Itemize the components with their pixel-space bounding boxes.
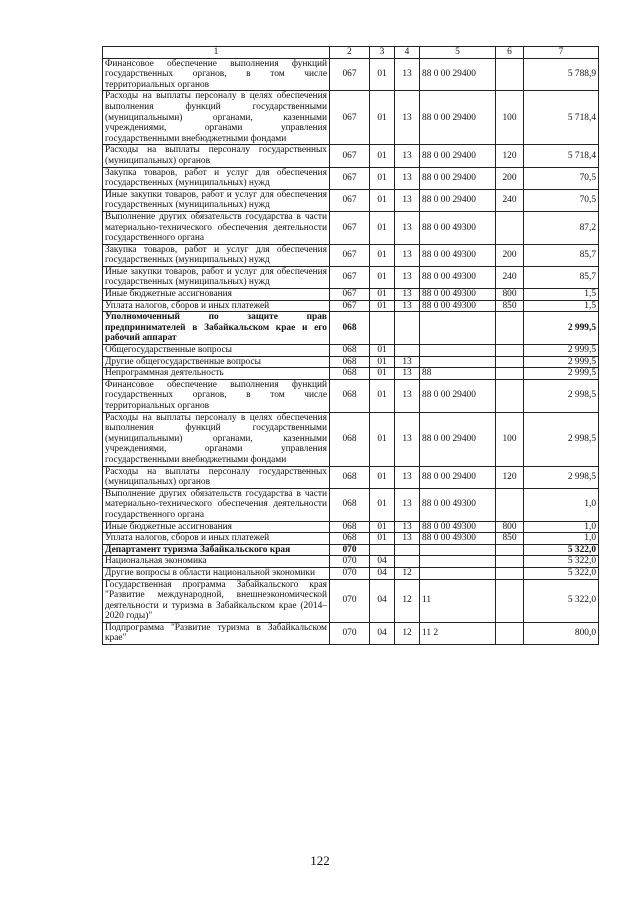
subsection-cell: 13 — [395, 300, 420, 312]
grbs-cell: 067 — [330, 91, 370, 145]
table-row — [103, 622, 599, 644]
table-row — [103, 312, 599, 345]
amount-cell: 2 999,5 — [524, 312, 599, 345]
grbs-cell: 068 — [330, 521, 370, 533]
subsection-cell: 13 — [395, 533, 420, 545]
header-cell: 2 — [330, 47, 370, 59]
subsection-cell: 13 — [395, 58, 420, 91]
section-cell: 01 — [370, 368, 395, 380]
header-cell: 3 — [370, 47, 395, 59]
grbs-cell: 067 — [330, 266, 370, 288]
expense-type-cell: 850 — [496, 300, 524, 312]
expense-type-cell: 800 — [496, 521, 524, 533]
amount-cell: 5 322,0 — [524, 579, 599, 622]
row-name-cell: Государственная программа Забайкальского края "Развитие международной, внешнеэкономической деятельности и туризма в Забайкальском крае (2014–2020 годы)" — [103, 579, 330, 622]
grbs-cell: 067 — [330, 300, 370, 312]
target-article-cell: 88 0 00 29400 — [420, 412, 496, 466]
section-cell: 01 — [370, 533, 395, 545]
row-name-cell: Иные бюджетные ассигнования — [103, 289, 330, 301]
amount-cell: 85,7 — [524, 266, 599, 288]
target-article-cell: 88 0 00 29400 — [420, 466, 496, 488]
amount-cell: 5 788,9 — [524, 58, 599, 91]
subsection-cell — [395, 544, 420, 556]
row-name-cell: Закупка товаров, работ и услуг для обеспечения государственных (муниципальных) нужд — [103, 244, 330, 266]
subsection-cell — [395, 312, 420, 345]
section-cell: 01 — [370, 266, 395, 288]
section-cell: 01 — [370, 145, 395, 167]
section-cell: 04 — [370, 556, 395, 568]
table-row — [103, 466, 599, 488]
subsection-cell: 12 — [395, 579, 420, 622]
subsection-cell: 13 — [395, 412, 420, 466]
table-row — [103, 58, 599, 91]
target-article-cell: 11 2 — [420, 622, 496, 644]
amount-cell: 85,7 — [524, 244, 599, 266]
subsection-cell: 13 — [395, 211, 420, 244]
row-name-cell: Расходы на выплаты персоналу государственных (муниципальных) органов — [103, 145, 330, 167]
table-row — [103, 300, 599, 312]
amount-cell: 5 718,4 — [524, 91, 599, 145]
table-row — [103, 356, 599, 368]
subsection-cell: 12 — [395, 567, 420, 579]
header-cell: 6 — [496, 47, 524, 59]
target-article-cell: 88 0 00 29400 — [420, 167, 496, 189]
amount-cell: 1,5 — [524, 289, 599, 301]
expense-type-cell — [496, 356, 524, 368]
section-cell: 01 — [370, 244, 395, 266]
table-row — [103, 211, 599, 244]
section-cell: 04 — [370, 567, 395, 579]
subsection-cell: 13 — [395, 368, 420, 380]
section-cell: 04 — [370, 622, 395, 644]
target-article-cell — [420, 567, 496, 579]
table-row — [103, 145, 599, 167]
target-article-cell: 88 0 00 29400 — [420, 145, 496, 167]
subsection-cell: 13 — [395, 189, 420, 211]
expense-type-cell: 240 — [496, 266, 524, 288]
amount-cell: 800,0 — [524, 622, 599, 644]
header-cell: 4 — [395, 47, 420, 59]
row-name-cell: Уполномоченный по защите прав предпринимателей в Забайкальском крае и его рабочий аппарат — [103, 312, 330, 345]
expense-type-cell: 100 — [496, 412, 524, 466]
table-row — [103, 579, 599, 622]
expense-type-cell: 800 — [496, 289, 524, 301]
row-name-cell: Выполнение других обязательств государства в части материально-технического обеспечения деятельности государственного органа — [103, 211, 330, 244]
amount-cell: 87,2 — [524, 211, 599, 244]
subsection-cell: 13 — [395, 356, 420, 368]
section-cell: 01 — [370, 289, 395, 301]
subsection-cell: 13 — [395, 466, 420, 488]
target-article-cell: 88 0 00 49300 — [420, 521, 496, 533]
budget-table — [102, 46, 599, 645]
amount-cell: 1,0 — [524, 488, 599, 521]
subsection-cell — [395, 345, 420, 357]
subsection-cell: 13 — [395, 289, 420, 301]
table-row — [103, 379, 599, 412]
grbs-cell: 067 — [330, 145, 370, 167]
subsection-cell: 13 — [395, 244, 420, 266]
section-cell: 01 — [370, 91, 395, 145]
row-name-cell: Общегосударственные вопросы — [103, 345, 330, 357]
subsection-cell: 13 — [395, 145, 420, 167]
subsection-cell: 12 — [395, 622, 420, 644]
table-row — [103, 567, 599, 579]
target-article-cell: 88 0 00 49300 — [420, 533, 496, 545]
target-article-cell: 11 — [420, 579, 496, 622]
row-name-cell: Уплата налогов, сборов и иных платежей — [103, 533, 330, 545]
expense-type-cell — [496, 211, 524, 244]
row-name-cell: Расходы на выплаты персоналу государственных (муниципальных) органов — [103, 466, 330, 488]
grbs-cell: 068 — [330, 312, 370, 345]
target-article-cell: 88 — [420, 368, 496, 380]
section-cell: 01 — [370, 189, 395, 211]
row-name-cell: Уплата налогов, сборов и иных платежей — [103, 300, 330, 312]
subsection-cell: 13 — [395, 266, 420, 288]
amount-cell: 2 998,5 — [524, 412, 599, 466]
expense-type-cell — [496, 312, 524, 345]
amount-cell: 5 322,0 — [524, 567, 599, 579]
target-article-cell: 88 0 00 49300 — [420, 211, 496, 244]
grbs-cell: 068 — [330, 412, 370, 466]
target-article-cell — [420, 356, 496, 368]
table-row — [103, 368, 599, 380]
grbs-cell: 067 — [330, 167, 370, 189]
expense-type-cell: 100 — [496, 91, 524, 145]
target-article-cell: 88 0 00 29400 — [420, 379, 496, 412]
expense-type-cell — [496, 622, 524, 644]
amount-cell: 1,0 — [524, 521, 599, 533]
row-name-cell: Иные закупки товаров, работ и услуг для обеспечения государственных (муниципальных) нужд — [103, 266, 330, 288]
table-body — [103, 47, 599, 645]
grbs-cell: 068 — [330, 533, 370, 545]
amount-cell: 1,0 — [524, 533, 599, 545]
amount-cell: 5 718,4 — [524, 145, 599, 167]
expense-type-cell: 120 — [496, 145, 524, 167]
section-cell — [370, 312, 395, 345]
section-cell: 01 — [370, 466, 395, 488]
target-article-cell — [420, 345, 496, 357]
grbs-cell: 068 — [330, 488, 370, 521]
section-cell: 01 — [370, 379, 395, 412]
expense-type-cell — [496, 488, 524, 521]
target-article-cell: 88 0 00 49300 — [420, 266, 496, 288]
target-article-cell: 88 0 00 29400 — [420, 189, 496, 211]
section-cell — [370, 544, 395, 556]
target-article-cell: 88 0 00 49300 — [420, 289, 496, 301]
amount-cell: 2 999,5 — [524, 356, 599, 368]
row-name-cell: Национальная экономика — [103, 556, 330, 568]
expense-type-cell — [496, 345, 524, 357]
grbs-cell: 068 — [330, 345, 370, 357]
expense-type-cell — [496, 579, 524, 622]
expense-type-cell — [496, 556, 524, 568]
table-row — [103, 167, 599, 189]
expense-type-cell: 120 — [496, 466, 524, 488]
expense-type-cell — [496, 379, 524, 412]
header-row — [103, 47, 599, 59]
table-row — [103, 556, 599, 568]
target-article-cell: 88 0 00 49300 — [420, 244, 496, 266]
amount-cell: 70,5 — [524, 167, 599, 189]
expense-type-cell: 850 — [496, 533, 524, 545]
section-cell: 01 — [370, 521, 395, 533]
section-cell: 01 — [370, 356, 395, 368]
grbs-cell: 067 — [330, 244, 370, 266]
header-cell: 1 — [103, 47, 330, 59]
amount-cell: 70,5 — [524, 189, 599, 211]
grbs-cell: 067 — [330, 189, 370, 211]
grbs-cell: 068 — [330, 368, 370, 380]
section-cell: 01 — [370, 345, 395, 357]
header-cell: 5 — [420, 47, 496, 59]
grbs-cell: 067 — [330, 58, 370, 91]
table-row — [103, 244, 599, 266]
table-row — [103, 533, 599, 545]
row-name-cell: Департамент туризма Забайкальского края — [103, 544, 330, 556]
expense-type-cell — [496, 544, 524, 556]
row-name-cell: Непрограммная деятельность — [103, 368, 330, 380]
target-article-cell: 88 0 00 29400 — [420, 91, 496, 145]
subsection-cell — [395, 556, 420, 568]
grbs-cell: 070 — [330, 579, 370, 622]
grbs-cell: 070 — [330, 567, 370, 579]
target-article-cell: 88 0 00 49300 — [420, 300, 496, 312]
grbs-cell: 070 — [330, 622, 370, 644]
row-name-cell: Другие общегосударственные вопросы — [103, 356, 330, 368]
section-cell: 01 — [370, 58, 395, 91]
table-row — [103, 266, 599, 288]
amount-cell: 2 998,5 — [524, 379, 599, 412]
expense-type-cell: 200 — [496, 244, 524, 266]
target-article-cell — [420, 544, 496, 556]
header-cell: 7 — [524, 47, 599, 59]
page-number: 122 — [310, 853, 330, 868]
expense-type-cell: 200 — [496, 167, 524, 189]
row-name-cell: Подпрограмма "Развитие туризма в Забайкальском крае" — [103, 622, 330, 644]
amount-cell: 1,5 — [524, 300, 599, 312]
expense-type-cell — [496, 567, 524, 579]
grbs-cell: 067 — [330, 289, 370, 301]
expense-type-cell — [496, 368, 524, 380]
row-name-cell: Другие вопросы в области национальной экономики — [103, 567, 330, 579]
grbs-cell: 068 — [330, 356, 370, 368]
subsection-cell: 13 — [395, 167, 420, 189]
row-name-cell: Закупка товаров, работ и услуг для обеспечения государственных (муниципальных) нужд — [103, 167, 330, 189]
subsection-cell: 13 — [395, 91, 420, 145]
row-name-cell: Финансовое обеспечение выполнения функций государственных органов, в том числе территориальных органов — [103, 379, 330, 412]
expense-type-cell: 240 — [496, 189, 524, 211]
row-name-cell: Иные бюджетные ассигнования — [103, 521, 330, 533]
row-name-cell: Расходы на выплаты персоналу в целях обеспечения выполнения функций государственными (муниципальными) органами, казенными учреждениями, органами управления государственными внебюджетными фондами — [103, 91, 330, 145]
table-row — [103, 91, 599, 145]
target-article-cell — [420, 556, 496, 568]
grbs-cell: 067 — [330, 211, 370, 244]
section-cell: 04 — [370, 579, 395, 622]
grbs-cell: 070 — [330, 544, 370, 556]
section-cell: 01 — [370, 300, 395, 312]
subsection-cell: 13 — [395, 488, 420, 521]
subsection-cell: 13 — [395, 521, 420, 533]
amount-cell: 5 322,0 — [524, 556, 599, 568]
section-cell: 01 — [370, 211, 395, 244]
table-row — [103, 412, 599, 466]
amount-cell: 2 998,5 — [524, 466, 599, 488]
grbs-cell: 068 — [330, 466, 370, 488]
grbs-cell: 068 — [330, 379, 370, 412]
section-cell: 01 — [370, 488, 395, 521]
row-name-cell: Выполнение других обязательств государства в части материально-технического обеспечения деятельности государственного органа — [103, 488, 330, 521]
grbs-cell: 070 — [330, 556, 370, 568]
target-article-cell — [420, 312, 496, 345]
row-name-cell: Расходы на выплаты персоналу в целях обеспечения выполнения функций государственными (муниципальными) органами, казенными учреждениями, органами управления государственными внебюджетными фондами — [103, 412, 330, 466]
table-row — [103, 289, 599, 301]
table-row — [103, 189, 599, 211]
amount-cell: 5 322,0 — [524, 544, 599, 556]
section-cell: 01 — [370, 167, 395, 189]
subsection-cell: 13 — [395, 379, 420, 412]
table-row — [103, 521, 599, 533]
target-article-cell: 88 0 00 49300 — [420, 488, 496, 521]
target-article-cell: 88 0 00 29400 — [420, 58, 496, 91]
expense-type-cell — [496, 58, 524, 91]
amount-cell: 2 999,5 — [524, 345, 599, 357]
table-row — [103, 488, 599, 521]
amount-cell: 2 999,5 — [524, 368, 599, 380]
row-name-cell: Финансовое обеспечение выполнения функций государственных органов, в том числе территориальных органов — [103, 58, 330, 91]
table-row — [103, 544, 599, 556]
section-cell: 01 — [370, 412, 395, 466]
row-name-cell: Иные закупки товаров, работ и услуг для обеспечения государственных (муниципальных) нужд — [103, 189, 330, 211]
table-row — [103, 345, 599, 357]
